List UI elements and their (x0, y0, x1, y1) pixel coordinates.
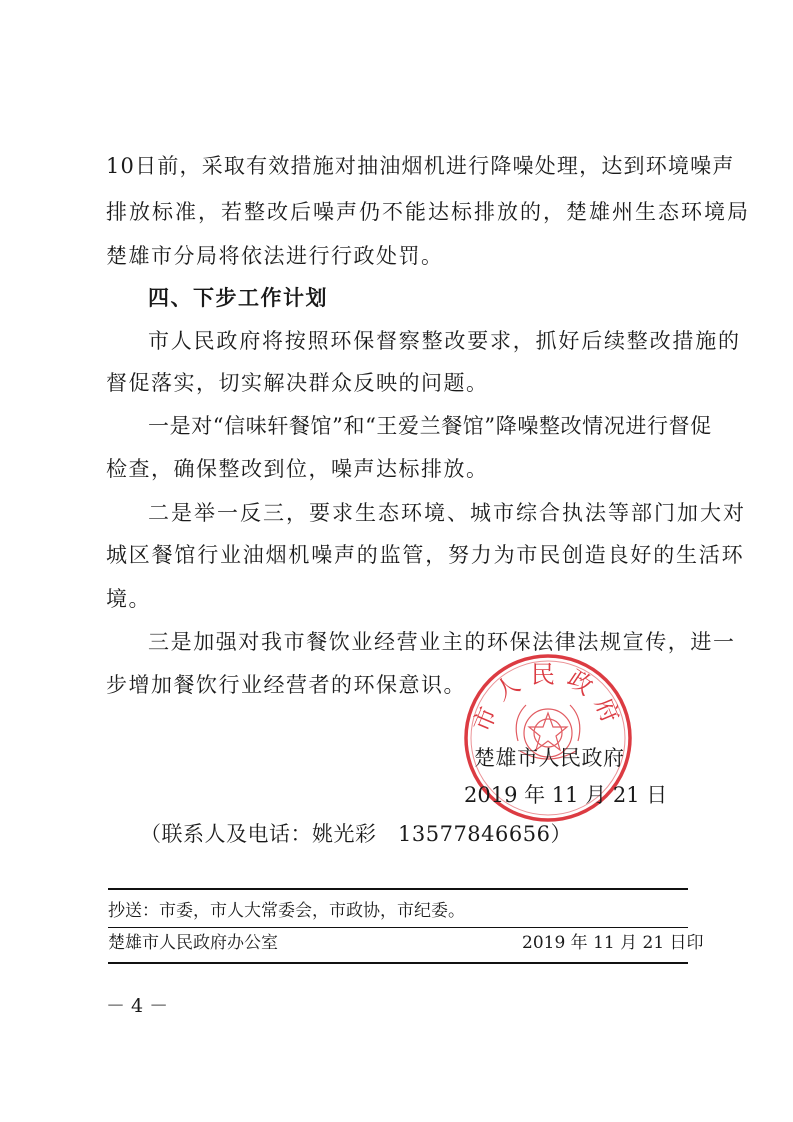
divider (108, 888, 688, 890)
paragraph-line: 10日前，采取有效措施对抽油烟机进行降噪处理，达到环境噪声 (106, 154, 735, 178)
paragraph-line: 督促落实，切实解决群众反映的问题。 (106, 371, 489, 395)
signature-org: 楚雄市人民政府 (474, 746, 625, 770)
paragraph-line: 楚雄市分局将依法进行行政处罚。 (106, 244, 444, 268)
paragraph-line: 境。 (106, 587, 151, 611)
divider (108, 962, 688, 964)
paragraph-line: 城区餐馆行业油烟机噪声的监管，努力为市民创造良好的生活环 (106, 543, 745, 567)
svg-text:市人民政府: 市人民政府 (467, 660, 629, 736)
page-number: － 4 － (106, 995, 169, 1017)
signature-date: 2019 年 11 月 21 日 (464, 783, 668, 807)
contact-info: （联系人及电话：姚光彩 13577846656） (140, 822, 572, 846)
paragraph-line: 三是加强对我市餐饮业经营业主的环保法律法规宣传，进一 (148, 630, 736, 654)
paragraph-line: 二是举一反三，要求生态环境、城市综合执法等部门加大对 (148, 501, 746, 525)
paragraph-line: 步增加餐饮行业经营者的环保意识。 (106, 673, 466, 697)
divider (108, 927, 688, 928)
issuing-office: 楚雄市人民政府办公室 (108, 933, 278, 953)
print-date: 2019 年 11 月 21 日印 (522, 933, 704, 953)
paragraph-line: 一是对“信味轩餐馆”和“王爱兰餐馆”降噪整改情况进行督促 (148, 414, 712, 438)
cc-line: 抄送：市委，市人大常委会，市政协，市纪委。 (108, 901, 465, 921)
paragraph-line: 排放标准，若整改后噪声仍不能达标排放的，楚雄州生态环境局 (106, 200, 750, 224)
section-heading: 四、下步工作计划 (148, 286, 328, 310)
paragraph-line: 检查，确保整改到位，噪声达标排放。 (106, 457, 489, 481)
paragraph-line: 市人民政府将按照环保督察整改要求，抓好后续整改措施的 (148, 329, 741, 353)
